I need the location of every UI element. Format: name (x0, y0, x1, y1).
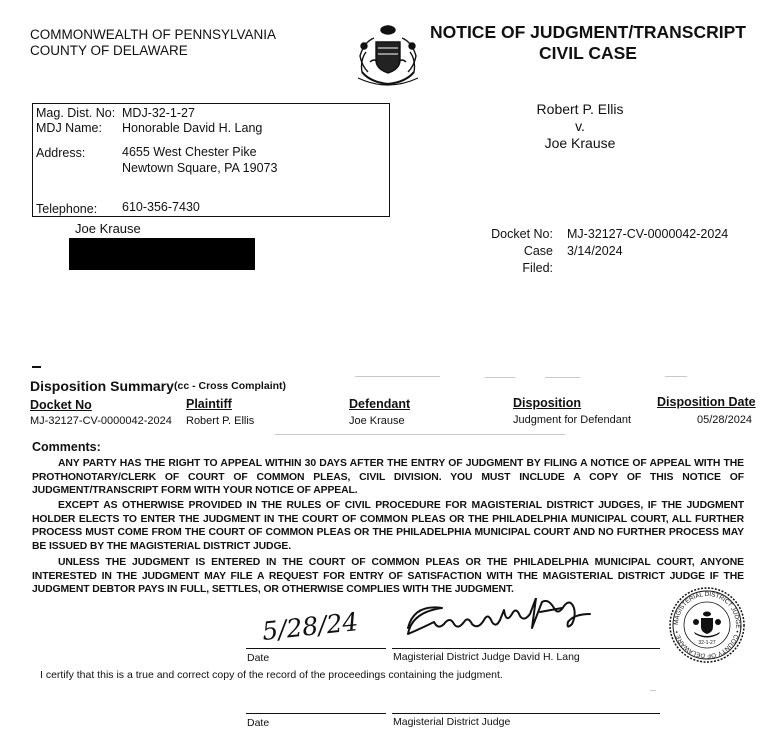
docket-values (567, 226, 728, 260)
row-docket: MJ-32127-CV-0000042-2024 (30, 415, 172, 427)
mag-dist-label: Mag. Dist. No: (36, 106, 116, 120)
comments-paragraph-3-text: UNLESS THE JUDGMENT IS ENTERED IN THE COURT OF COMMON PLEAS OR THE PHILADELPHIA MUNICIPAL COURT, ANYONE INTERESTED IN THE JUDGMENT MAY FILE A REQUEST FOR ENTRY OF SATISFACTION WITH THE MAGISTERIAL DISTRICT JUDGE IF THE JUDGMENT DEBTOR PAYS IN FULL, SETTLES, OR OTHERWISE COMPLIES WITH THE JUDGMENT. (32, 557, 744, 596)
comments-paragraph-3 (32, 556, 744, 597)
scan-speck (545, 377, 580, 378)
scan-speck (400, 376, 440, 377)
seal-number: 32-1-27 (698, 640, 716, 646)
comments-heading: Comments: (32, 440, 101, 454)
col-header-disposition: Disposition (513, 396, 582, 410)
scan-speck (665, 376, 687, 377)
mdj-name-value: Honorable David H. Lang (122, 121, 263, 135)
case-filed-label: Case Filed: (522, 244, 553, 275)
judge-signature-line (392, 648, 660, 649)
court-info-box (32, 103, 390, 217)
address-line-2: Newtown Square, PA 19073 (122, 161, 278, 175)
col-header-docket: Docket No (30, 398, 92, 412)
docket-label: Docket No: (491, 227, 553, 241)
certify-judge-label: Magisterial District Judge (393, 716, 511, 728)
scan-speck (650, 690, 656, 691)
comments-paragraph-1-text: ANY PARTY HAS THE RIGHT TO APPEAL WITHIN 30 DAYS AFTER THE ENTRY OF JUDGMENT BY FILING A NOTICE OF APPEAL WITH THE PROTHONOTARY/CLERK OF COURT OF COMMON PLEAS, CIVIL DIVISION. YOU MUST INCLUDE A COPY OF THIS NOTICE OF JUDGMENT/TRANSCRIPT FORM WITH YOUR NOTICE OF APPEAL. (32, 458, 744, 497)
title-line-2: CIVIL CASE (539, 43, 637, 63)
signature-date-label: Date (247, 652, 270, 664)
court-seal-icon (668, 586, 746, 664)
county-text: COUNTY OF DELAWARE (30, 43, 188, 58)
disposition-summary-title: Disposition Summary (30, 378, 174, 394)
versus-text: v. (575, 118, 585, 134)
separator-dash (32, 366, 41, 368)
court-header (30, 27, 276, 59)
comments-paragraph-2-text: EXCEPT AS OTHERWISE PROVIDED IN THE RULES OF CIVIL PROCEDURE FOR MAGISTERIAL DISTRICT JUDGES, IF THE JUDGMENT HOLDER ELECTS TO ENTER THE JUDGMENT IN THE COURT OF COMMON PLEAS OR THE PHILADELPHIA MUNICIPAL COURT, ALL FURTHER PROCESS MUST COME FROM THE COURT OF COMMON PLEAS OR THE PHILADELPHIA MUNICIPAL COURT AND NO FURTHER PROCESS MAY BE ISSUED BY THE MAGISTERIAL DISTRICT JUDGE. (32, 500, 744, 552)
commonwealth-text: COMMONWEALTH OF PENNSYLVANIA (30, 27, 277, 42)
cross-complaint-note: (cc - Cross Complaint) (174, 380, 287, 392)
redacted-address-block (69, 238, 255, 270)
row-plaintiff: Robert P. Ellis (186, 415, 255, 427)
certification-text: I certify that this is a true and correct copy of the record of the proceedings containing the judgment. (40, 669, 503, 681)
col-header-plaintiff: Plaintiff (186, 397, 232, 411)
comments-paragraph-1 (32, 457, 744, 498)
col-header-disposition-date: Disposition Date (657, 395, 756, 409)
scan-speck (485, 377, 515, 378)
seal-ring-text: MAGISTERIAL DISTRICT JUDGE • COUNTY OF DELAWARE • (672, 590, 742, 660)
date-signature-line (246, 648, 386, 649)
address-label: Address: (36, 146, 86, 160)
row-defendant: Joe Krause (349, 415, 405, 427)
signature-judge-label: Magisterial District Judge David H. Lang (393, 651, 580, 663)
case-parties (512, 101, 648, 152)
docket-number: MJ-32127-CV-0000042-2024 (567, 227, 729, 241)
scan-speck (455, 434, 565, 435)
docket-labels (491, 226, 553, 277)
recipient-name: Joe Krause (75, 221, 141, 236)
document-title (428, 22, 748, 64)
col-header-defendant: Defendant (349, 397, 411, 411)
comments-paragraph-2 (32, 499, 744, 553)
scan-speck (275, 434, 465, 435)
address-line-1: 4655 West Chester Pike (122, 145, 257, 159)
mdj-name-label: MDJ Name: (36, 121, 102, 135)
telephone-value: 610-356-7430 (122, 200, 200, 214)
certify-date-label: Date (247, 717, 270, 729)
telephone-label: Telephone: (36, 202, 98, 216)
plaintiff-name: Robert P. Ellis (536, 101, 624, 117)
mag-dist-value: MDJ-32-1-27 (122, 106, 195, 120)
pennsylvania-coat-of-arms-icon (352, 22, 424, 88)
row-disposition-date: 05/28/2024 (697, 414, 753, 426)
handwritten-date: 5/28/24 (260, 607, 360, 646)
defendant-name: Joe Krause (544, 135, 616, 151)
judge-signature (400, 598, 662, 650)
title-line-1: NOTICE OF JUDGMENT/TRANSCRIPT (430, 22, 746, 42)
certify-judge-line (392, 713, 660, 714)
certify-date-line (246, 713, 386, 714)
case-filed-date: 3/14/2024 (567, 244, 623, 258)
row-disposition: Judgment for Defendant (513, 414, 632, 426)
